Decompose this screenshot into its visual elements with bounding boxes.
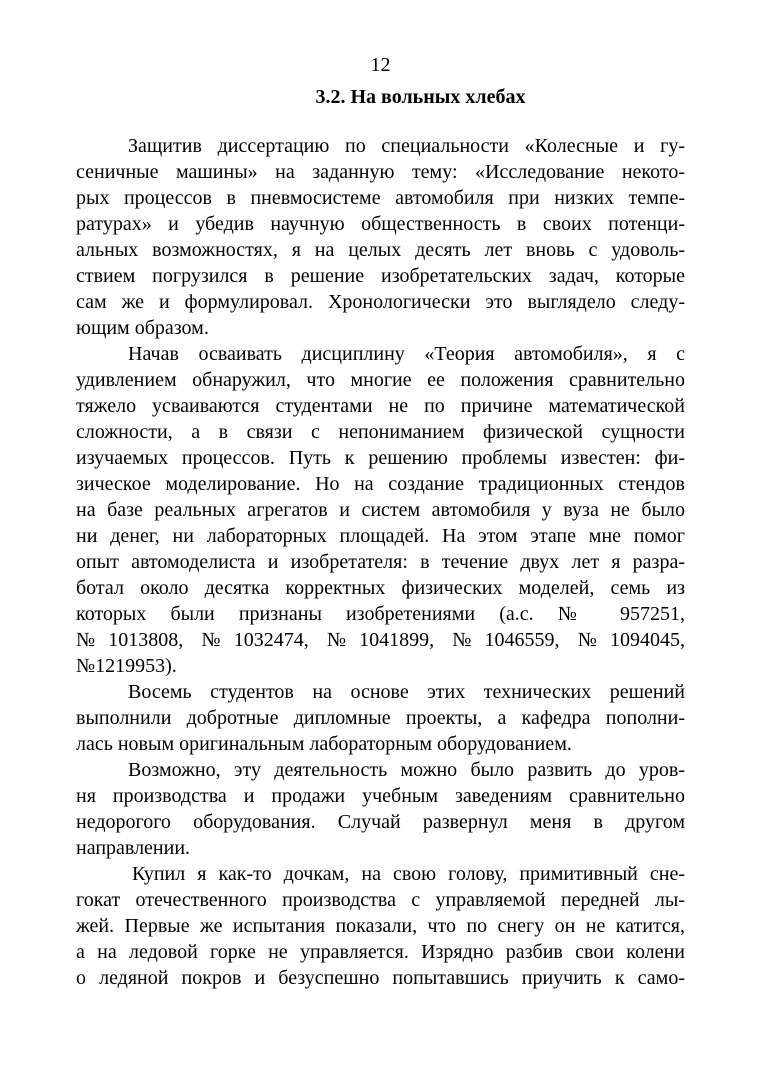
- text-line: удивлением обнаружил, что многие ее положения сравнительно: [76, 369, 685, 391]
- text-line: на базе реальных агрегатов и систем автомобиля у вуза не было: [76, 499, 685, 521]
- text-line: ни денег, ни лабораторных площадей. На этом этапе мне помог: [76, 525, 685, 547]
- text-line: зическое моделирование. Но на создание традиционных стендов: [76, 473, 685, 495]
- paragraph: [76, 861, 685, 991]
- text-line: тяжело усваиваются студентами не по причине математической: [76, 395, 685, 417]
- body-text: [76, 133, 685, 991]
- text-line: ствием погрузился в решение изобретательских задач, которые: [76, 265, 685, 287]
- paragraph: [76, 341, 685, 679]
- paragraph: [76, 679, 685, 757]
- text-line: гокат отечественного производства с управляемой передней лы-: [76, 889, 685, 911]
- text-line: лась новым оригинальным лабораторным оборудованием.: [76, 733, 572, 755]
- text-line: о ледяной покров и безуспешно попытавшись приучить к само-: [76, 967, 685, 989]
- text-line: ющим образом.: [76, 317, 209, 339]
- text-line: изучаемых процессов. Путь к решению проблемы известен: фи-: [76, 447, 685, 469]
- text-line: ратурах» и убедив научную общественность в своих потенци-: [76, 213, 685, 235]
- text-line: опыт автомоделиста и изобретателя: в течение двух лет я разра-: [76, 551, 685, 573]
- text-line: Восемь студентов на основе этих технических решений: [128, 681, 685, 703]
- text-line: рых процессов в пневмосистеме автомобиля при низких темпе-: [76, 187, 685, 209]
- text-line: а на ледовой горке не управляется. Изрядно разбив свои колени: [76, 941, 685, 963]
- text-line: жей. Первые же испытания показали, что по снегу он не катится,: [76, 915, 685, 937]
- paragraph: [76, 133, 685, 341]
- text-line: направлении.: [76, 837, 191, 859]
- text-line: выполнили добротные дипломные проекты, а кафедра пополни-: [76, 707, 685, 729]
- text-line: №1219953).: [76, 655, 177, 677]
- section-heading: 3.2. На вольных хлебах: [315, 86, 526, 108]
- page-number: 12: [370, 54, 391, 76]
- text-line: сам же и формулировал. Хронологически это выглядело следу-: [76, 291, 685, 313]
- text-line: сложности, а в связи с непониманием физической сущности: [76, 421, 685, 443]
- text-line: Начав осваивать дисциплину «Теория автомобиля», я с: [128, 343, 685, 365]
- text-line: Возможно, эту деятельность можно было развить до уров-: [128, 759, 685, 781]
- text-line: ня производства и продажи учебным заведениям сравнительно: [76, 785, 685, 807]
- text-line: №1013808, №1032474, №1041899, №1046559, №1094045,: [76, 629, 685, 651]
- text-line: Защитив диссертацию по специальности «Колесные и гу-: [128, 135, 685, 157]
- text-line: недорогого оборудования. Случай развернул меня в другом: [76, 811, 685, 833]
- text-line: Купил я как-то дочкам, на свою голову, примитивный сне-: [132, 863, 685, 885]
- text-line: сеничные машины» на заданную тему: «Исследование некото-: [76, 161, 685, 183]
- paragraph: [76, 757, 685, 861]
- text-line: ботал около десятка корректных физических моделей, семь из: [76, 577, 685, 599]
- text-line: которых были признаны изобретениями (а.с. № 957251,: [76, 603, 685, 625]
- text-line: альных возможностях, я на целых десять лет вновь с удоволь-: [76, 239, 685, 261]
